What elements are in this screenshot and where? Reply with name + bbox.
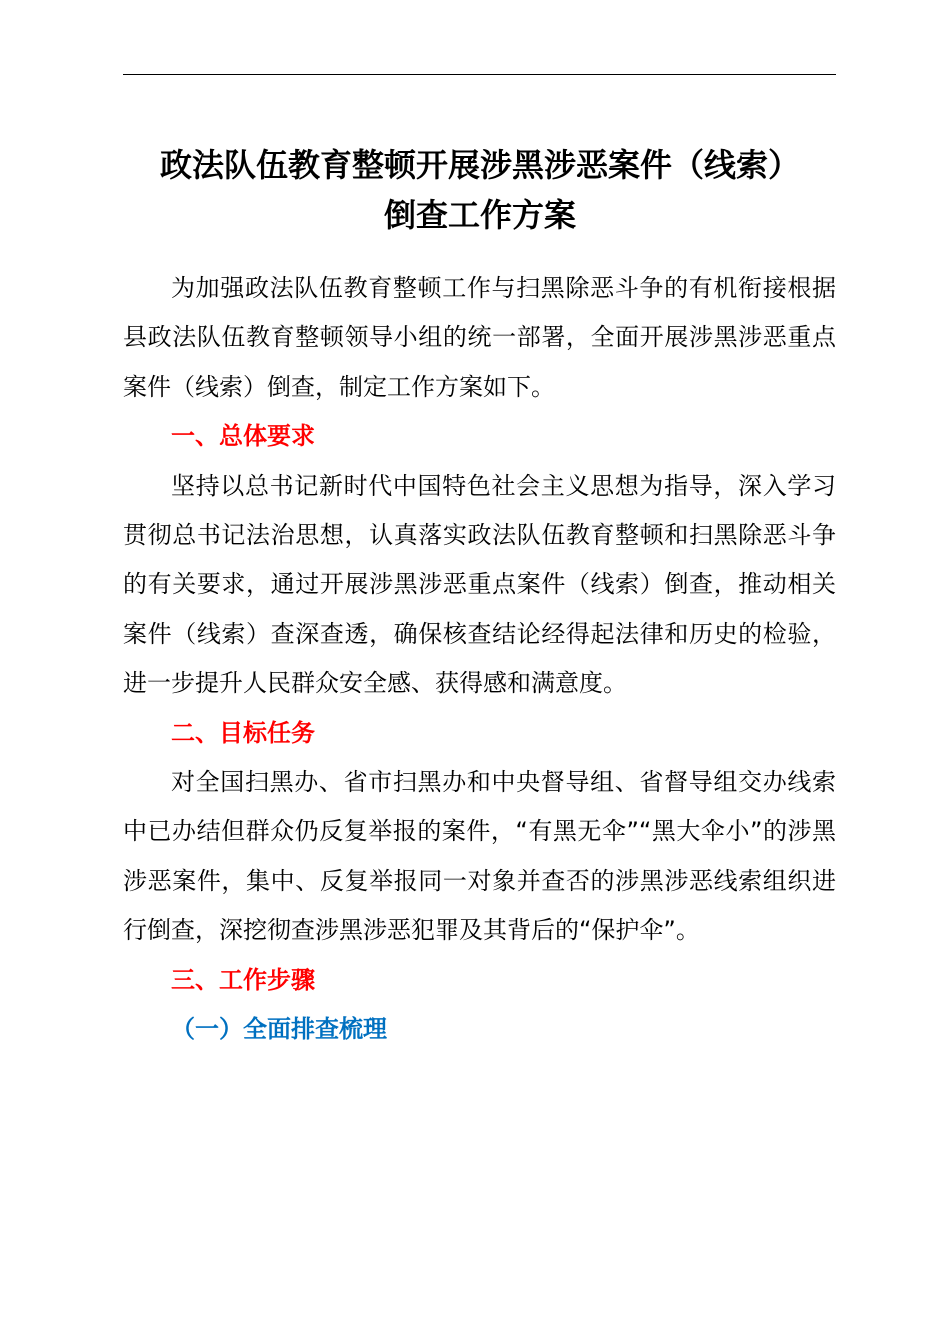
document-body: [123, 264, 836, 1055]
title-line-1: 政法队伍教育整顿开展涉黑涉恶案件（线索）: [159, 146, 800, 184]
title-line-2: 倒查工作方案: [383, 196, 576, 234]
section-text-goals-tasks: 对全国扫黑办、省市扫黑办和中央督导组、省督导组交办线索中已办结但群众仍反复举报的案件，“有黑无伞”“黑大伞小”的涉黑涉恶案件，集中、反复举报同一对象并查否的涉黑涉恶线索组织进行倒查，深挖彻查涉黑涉恶犯罪及其背后的“保护伞”。: [123, 768, 836, 945]
section-text-overall-requirements: 坚持以总书记新时代中国特色社会主义思想为指导，深入学习贯彻总书记法治思想，认真落实政法队伍教育整顿和扫黑除恶斗争的有关要求，通过开展涉黑涉恶重点案件（线索）倒查，推动相关案件（线索）查深查透，确保核查结论经得起法律和历史的检验，进一步提升人民群众安全感、获得感和满意度。: [123, 471, 836, 698]
section-heading-overall-requirements: 一、总体要求: [171, 422, 315, 451]
subsection-heading-comprehensive-review: （一）全面排查梳理: [171, 1015, 387, 1044]
intro-paragraph: 为加强政法队伍教育整顿工作与扫黑除恶斗争的有机衔接根据县政法队伍教育整顿领导小组的统一部署，全面开展涉黑涉恶重点案件（线索）倒查，制定工作方案如下。: [123, 274, 836, 401]
section-heading-work-steps: 三、工作步骤: [171, 965, 315, 994]
section-heading-goals-tasks: 二、目标任务: [171, 718, 315, 747]
document-title: [100, 140, 860, 240]
header-rule: [123, 74, 836, 75]
